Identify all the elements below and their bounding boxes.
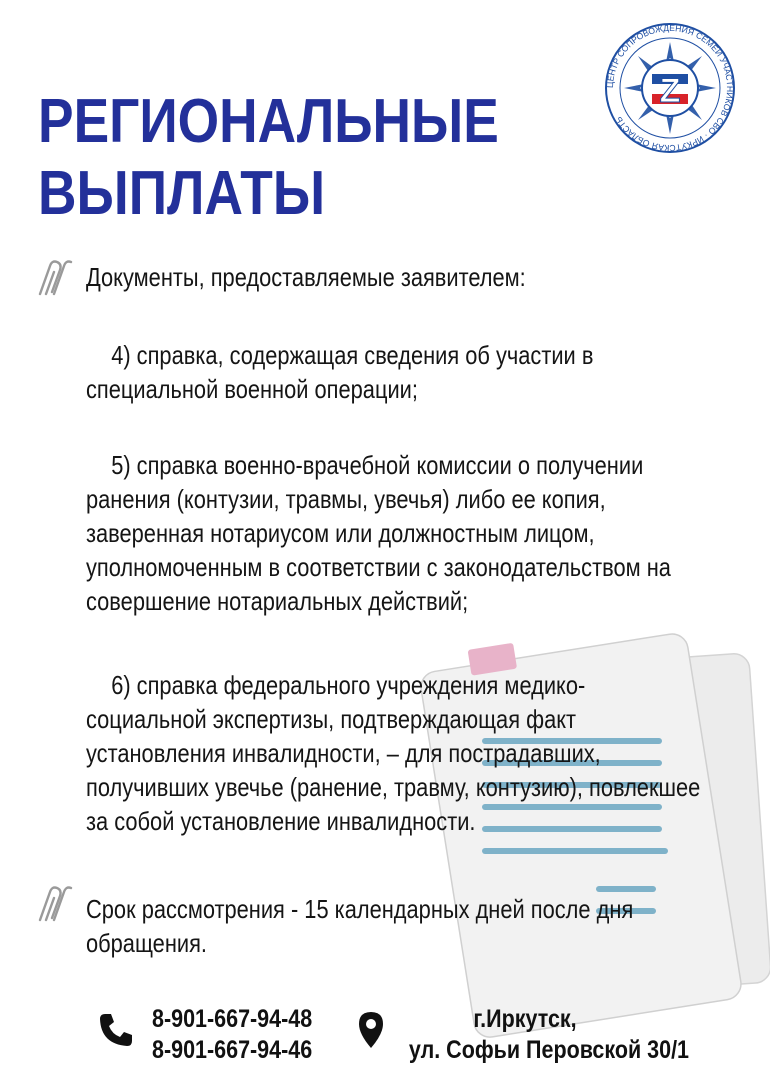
phone-icon bbox=[96, 1010, 136, 1050]
organization-logo bbox=[604, 22, 736, 154]
address bbox=[390, 1004, 690, 1066]
logo-letter: Z bbox=[659, 72, 681, 110]
page-title bbox=[38, 86, 499, 230]
document-item-5: 5) справка военно-врачебной комиссии о получении ранения (контузии, травмы, увечья) либо ее копия, заверенная нотариусом или должностным лицом, уполномоченным в соответствии с законодательством на совершение нотариальных действий; bbox=[86, 450, 671, 616]
paperclip-icon bbox=[32, 882, 76, 926]
location-pin-icon bbox=[356, 1010, 386, 1050]
document-item-4: 4) справка, содержащая сведения об участии в специальной военной операции; bbox=[86, 340, 594, 404]
document-item-6: 6) справка федерального учреждения медико- социальной экспертизы, подтверждающая факт установления инвалидности, – для пострадавших, получивших увечье (ранение, травму, контузию), повлекшее за собой установление инвалидности. bbox=[86, 670, 701, 836]
address-street: ул. Софьи Перовской 30/1 bbox=[408, 1036, 690, 1064]
phone-number[interactable]: 8-901-667-94-46 bbox=[152, 1036, 313, 1064]
title-line-2: ВЫПЛАТЫ bbox=[38, 159, 326, 228]
logo-ring-text: ЦЕНТР СОПРОВОЖДЕНИЯ СЕМЕЙ УЧАСТНИКОВ СВО · ИРКУТСКАЯ ОБЛАСТЬ bbox=[604, 22, 736, 154]
phone-numbers bbox=[152, 1004, 312, 1066]
paperclip-icon bbox=[32, 256, 76, 300]
address-city: г.Иркутск, bbox=[473, 1005, 577, 1033]
review-deadline: Срок рассмотрения - 15 календарных дней после дня обращения. bbox=[86, 894, 634, 958]
title-line-1: РЕГИОНАЛЬНЫЕ bbox=[38, 87, 499, 156]
phone-number[interactable]: 8-901-667-94-48 bbox=[152, 1005, 313, 1033]
documents-heading: Документы, предоставляемые заявителем: bbox=[86, 262, 526, 292]
